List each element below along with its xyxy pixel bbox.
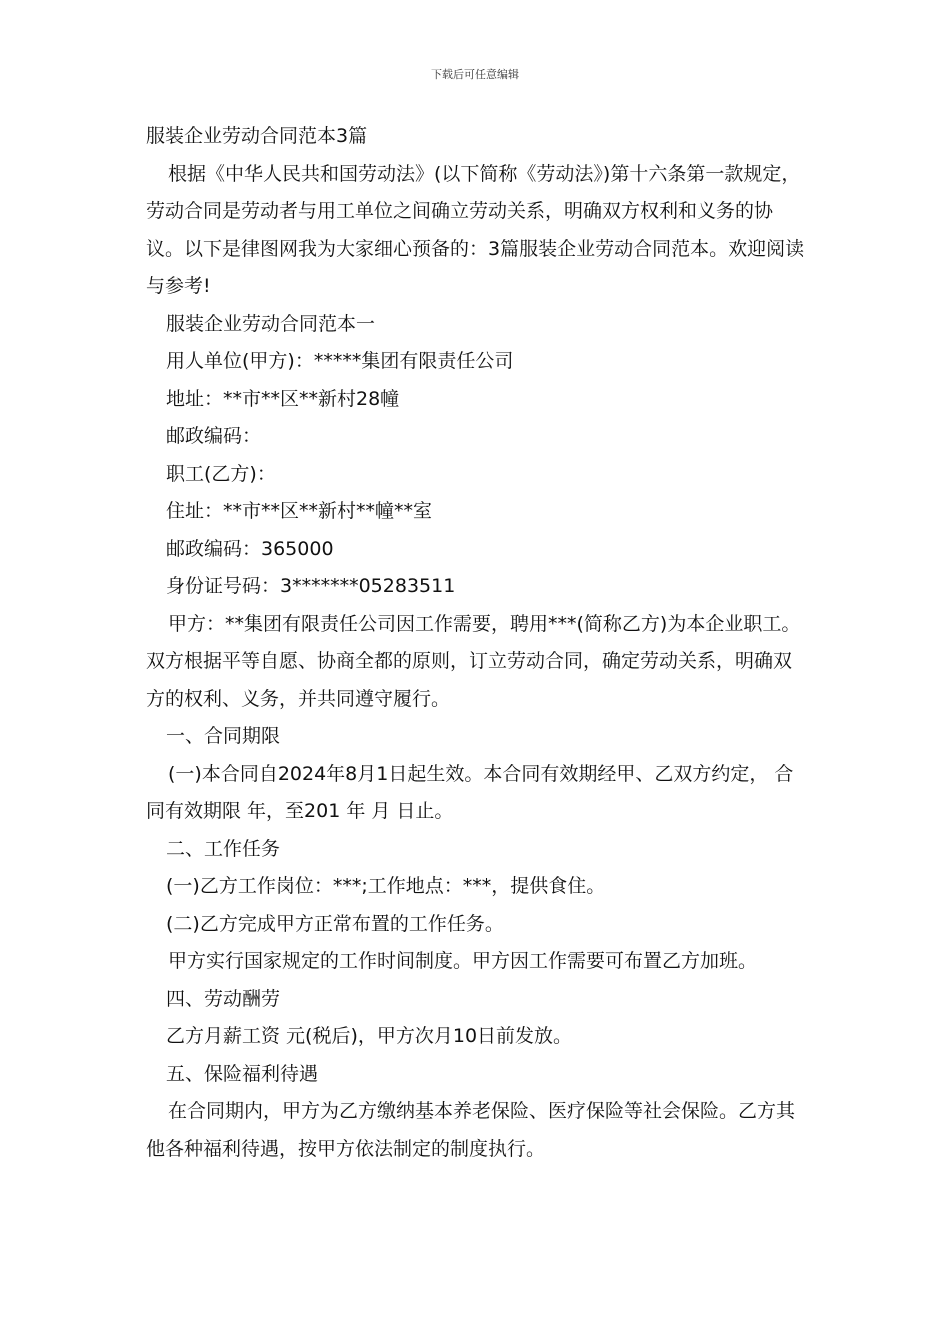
section-5-text: 在合同期内，甲方为乙方缴纳基本养老保险、医疗保险等社会保险。乙方其他各种福利待遇，按甲方依法制定的制度执行。 [146, 1100, 796, 1160]
employee-line: 职工(乙方)： [166, 462, 276, 485]
section-2-title: 二、工作任务 [166, 837, 281, 860]
page-header-note: 下载后可任意编辑 [431, 68, 519, 81]
document-title: 服装企业劳动合同范本3篇 [146, 125, 368, 147]
section-5-title: 五、保险福利待遇 [166, 1062, 319, 1085]
employer-line: 用人单位(甲方)：*****集团有限责任公司 [166, 350, 514, 372]
work-time-paragraph: 甲方实行国家规定的工作时间制度。甲方因工作需要可布置乙方加班。 [168, 950, 758, 972]
employee-postcode: 邮政编码：365000 [166, 537, 334, 560]
employer-postcode: 邮政编码： [166, 425, 262, 447]
section-1-title: 一、合同期限 [166, 725, 281, 747]
preamble-paragraph: 甲方：**集团有限责任公司因工作需要，聘用***(简称乙方)为本企业职工。双方根据平等自愿、协商全都的原则，订立劳动合同，确定劳动关系，明确双方的权利、义务，并共同遵守履行。 [146, 612, 801, 710]
section-4-title: 四、劳动酬劳 [166, 987, 281, 1010]
section-4-text: 乙方月薪工资 元(税后)，甲方次月10日前发放。 [166, 1025, 573, 1047]
document-body [146, 118, 810, 1168]
employer-address: 地址：**市**区**新村28幢 [166, 387, 400, 410]
intro-paragraph: 根据《中华人民共和国劳动法》(以下简称《劳动法》)第十六条第一款规定，劳动合同是劳动者与用工单位之间确立劳动关系，明确双方权利和义务的协议。以下是律图网我为大家细心预备的：3篇服装企业劳动合同范本。欢迎阅读与参考! [146, 162, 805, 297]
sample-title: 服装企业劳动合同范本一 [166, 312, 376, 335]
section-2-item-1: (一)乙方工作岗位：***;工作地点：***，提供食住。 [166, 875, 606, 897]
section-2-item-2: (二)乙方完成甲方正常布置的工作任务。 [166, 912, 504, 935]
section-1-item-1: (一)本合同自2024年8月1日起生效。本合同有效期经甲、乙双方约定， 合同有效期限 年，至201 年 月 日止。 [146, 762, 794, 822]
id-number: 身份证号码：3*******05283511 [166, 575, 456, 597]
employee-address: 住址：**市**区**新村**幢**室 [166, 500, 433, 522]
